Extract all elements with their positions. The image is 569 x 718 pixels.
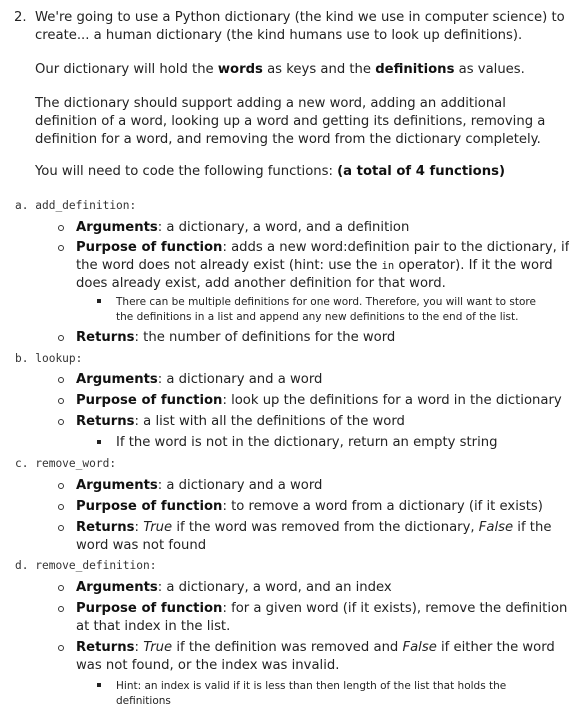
a-purpose-text-2-pre: the word does not already exist (hint: use the [76, 258, 382, 273]
c-returns-line-1 [76, 519, 551, 537]
a-arguments-text: : a dictionary, a word, and a definition [157, 220, 410, 235]
c-purpose [76, 498, 543, 516]
d-arguments-text: : a dictionary, a word, and an index [157, 580, 392, 595]
function-b-letter: b. [15, 352, 29, 365]
b-purpose-label: Purpose of function [76, 393, 223, 408]
circle-bullet-icon [58, 419, 64, 425]
a-purpose-line-2 [76, 257, 553, 275]
b-returns [76, 413, 405, 431]
item-number: 2. [14, 10, 27, 25]
a-purpose-line-1 [76, 239, 569, 257]
b-returns-label: Returns [76, 414, 135, 429]
function-d-letter: d. [15, 559, 29, 572]
d-returns-line-1 [76, 639, 555, 657]
support-line-1: The dictionary should support adding a new word, adding an additional [35, 96, 506, 111]
a-arguments [76, 219, 409, 237]
function-b-heading [15, 352, 82, 365]
function-b-name: lookup: [35, 352, 83, 365]
b-arguments-text: : a dictionary and a word [157, 372, 323, 387]
c-purpose-label: Purpose of function [76, 499, 223, 514]
a-returns-label: Returns [76, 330, 135, 345]
square-bullet-icon [97, 299, 101, 303]
d-purpose-line-1 [76, 600, 567, 618]
b-purpose-text: : look up the definitions for a word in the dictionary [222, 393, 562, 408]
d-purpose-line-2: at that index in the list. [76, 619, 231, 634]
c-arguments-label: Arguments [76, 478, 158, 493]
circle-bullet-icon [58, 483, 64, 489]
b-returns-text: : a list with all the definitions of the word [134, 414, 405, 429]
circle-bullet-icon [58, 645, 64, 651]
a-purpose-label: Purpose of function [76, 240, 223, 255]
support-line-3: definition for a word, and removing the word from the dictionary completely. [35, 132, 541, 147]
c-true-word: True [143, 520, 173, 535]
c-false-word: False [478, 520, 514, 535]
c-returns-line-2: word was not found [76, 538, 207, 553]
support-line-2: definition of a word, looking up a word and getting its definitions, removing a [35, 114, 546, 129]
c-returns-mid: : [134, 520, 144, 535]
d-purpose-text-1: : for a given word (if it exists), remove the definition [222, 601, 568, 616]
d-returns-mid: : [134, 640, 144, 655]
function-c-name: remove_word: [35, 457, 117, 470]
b-arguments [76, 371, 322, 389]
a-purpose-text-1: : adds a new word:definition pair to the dictionary, if [222, 240, 569, 255]
circle-bullet-icon [58, 525, 64, 531]
a-purpose-text-2-post: operator). If it the word [394, 258, 553, 273]
holds-post: as values. [454, 62, 525, 77]
square-bullet-icon [97, 440, 101, 444]
square-bullet-icon [97, 683, 101, 687]
d-purpose-label: Purpose of function [76, 601, 223, 616]
holds-words: words [217, 62, 263, 77]
holds-sentence [35, 61, 525, 79]
d-arguments-label: Arguments [76, 580, 158, 595]
intro-line-2: create... a human dictionary (the kind humans use to look up definitions). [35, 28, 523, 43]
function-d-heading [15, 559, 156, 572]
a-arguments-label: Arguments [76, 220, 158, 235]
c-purpose-text: : to remove a word from a dictionary (if it exists) [222, 499, 543, 514]
a-note-line-1: There can be multiple definitions for one word. Therefore, you will want to store [116, 296, 536, 308]
function-a-name: add_definition: [35, 199, 137, 212]
b-purpose [76, 392, 562, 410]
circle-bullet-icon [58, 245, 64, 251]
d-hint-line-2: definitions [116, 695, 171, 707]
circle-bullet-icon [58, 606, 64, 612]
circle-bullet-icon [58, 225, 64, 231]
c-returns-text-1: if the word was removed from the dictionary, [172, 520, 479, 535]
circle-bullet-icon [58, 504, 64, 510]
a-purpose-code-in: in [381, 260, 395, 272]
c-returns-label: Returns [76, 520, 135, 535]
code-pre: You will need to code the following functions: [35, 164, 338, 179]
d-returns-label: Returns [76, 640, 135, 655]
code-sentence [35, 163, 505, 181]
function-c-letter: c. [15, 457, 29, 470]
function-a-heading [15, 199, 136, 212]
d-returns-line-2: was not found, or the index was invalid. [76, 658, 340, 673]
circle-bullet-icon [58, 335, 64, 341]
c-arguments [76, 477, 322, 495]
function-a-letter: a. [15, 199, 29, 212]
c-returns-text-2: if the [513, 520, 552, 535]
c-arguments-text: : a dictionary and a word [157, 478, 323, 493]
d-returns-text-2: if either the word [436, 640, 555, 655]
d-arguments [76, 579, 392, 597]
function-d-name: remove_definition: [35, 559, 157, 572]
holds-definitions: definitions [375, 62, 455, 77]
holds-pre: Our dictionary will hold the [35, 62, 218, 77]
a-returns-text: : the number of definitions for the word [134, 330, 396, 345]
holds-mid: as keys and the [262, 62, 376, 77]
d-false-word: False [402, 640, 437, 655]
d-hint-line-1: Hint: an index is valid if it is less than then length of the list that holds the [116, 680, 507, 692]
a-returns [76, 329, 395, 347]
function-c-heading [15, 457, 116, 470]
a-note-line-2: the definitions in a list and append any new definitions to the end of the list. [116, 311, 519, 323]
intro-line-1: We're going to use a Python dictionary (the kind we use in computer science) to [35, 10, 565, 25]
b-arguments-label: Arguments [76, 372, 158, 387]
circle-bullet-icon [58, 585, 64, 591]
circle-bullet-icon [58, 377, 64, 383]
d-true-word: True [143, 640, 173, 655]
code-bold: (a total of 4 functions) [337, 164, 505, 179]
b-note: If the word is not in the dictionary, return an empty string [116, 435, 498, 450]
d-returns-text-1: if the definition was removed and [172, 640, 403, 655]
circle-bullet-icon [58, 398, 64, 404]
a-purpose-line-3: does already exist, add another definition for that word. [76, 276, 446, 291]
